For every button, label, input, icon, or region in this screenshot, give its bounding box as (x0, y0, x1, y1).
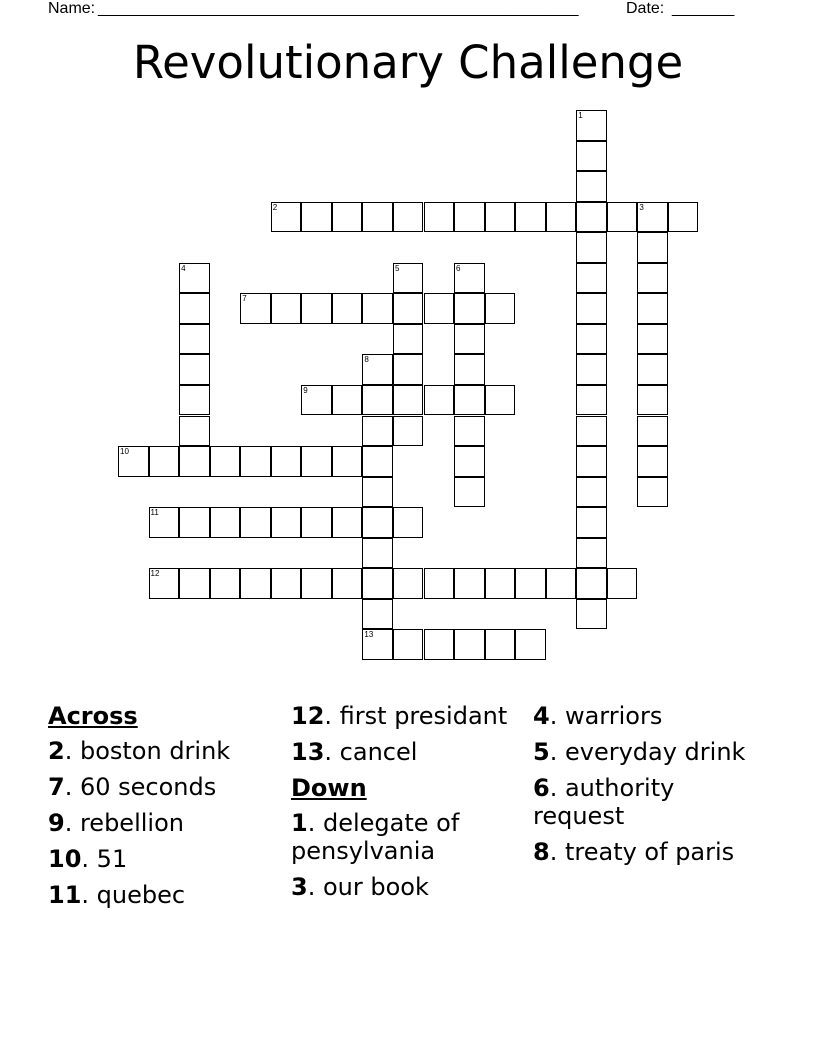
grid-cell[interactable] (668, 202, 699, 233)
grid-cell[interactable] (607, 568, 638, 599)
grid-cell[interactable] (332, 568, 363, 599)
grid-cell[interactable] (179, 568, 210, 599)
clue-text: rebellion (79, 809, 184, 837)
grid-cell[interactable] (576, 416, 607, 447)
grid-cell[interactable] (362, 599, 393, 630)
grid-cell[interactable] (393, 324, 424, 355)
grid-cell[interactable] (393, 416, 424, 447)
grid-cell[interactable] (210, 568, 241, 599)
grid-cell[interactable] (301, 446, 332, 477)
across-heading: Across (48, 702, 138, 730)
cell-number: 9 (303, 385, 308, 395)
grid-cell[interactable] (240, 568, 271, 599)
clue-number: 8 (533, 838, 550, 866)
grid-cell[interactable] (179, 416, 210, 447)
name-field-line[interactable]: ______________________________________________________ (98, 0, 579, 17)
grid-cell[interactable] (576, 232, 607, 263)
clue-text: treaty of paris (564, 838, 735, 866)
grid-cell[interactable] (576, 354, 607, 385)
clue-column-2 (291, 702, 526, 909)
grid-cell[interactable] (454, 477, 485, 508)
clue-number: 9 (48, 809, 65, 837)
cell-number: 4 (181, 263, 186, 273)
grid-cell[interactable] (637, 354, 668, 385)
grid-cell[interactable] (515, 568, 546, 599)
date-label: Date: (626, 0, 665, 17)
grid-cell[interactable] (362, 538, 393, 569)
grid-cell[interactable] (179, 263, 210, 294)
grid-cell[interactable] (362, 385, 393, 416)
grid-cell[interactable] (576, 110, 607, 141)
grid-cell[interactable] (607, 202, 638, 233)
grid-cell[interactable] (179, 446, 210, 477)
clue-across-12: 12. first presidant (291, 702, 508, 730)
grid-cell[interactable] (424, 385, 455, 416)
clue-text: quebec (96, 881, 186, 909)
clue-number: 3 (291, 873, 308, 901)
grid-cell[interactable] (179, 385, 210, 416)
clue-down-3: 3. our book (291, 873, 429, 901)
grid-cell[interactable] (393, 263, 424, 294)
clue-number: 2 (48, 737, 65, 765)
grid-cell[interactable] (485, 629, 516, 660)
grid-cell[interactable] (515, 202, 546, 233)
grid-cell[interactable] (301, 385, 332, 416)
grid-cell[interactable] (393, 568, 424, 599)
grid-cell[interactable] (179, 507, 210, 538)
grid-cell[interactable] (637, 446, 668, 477)
cell-number: 2 (272, 202, 278, 212)
cell-number: 8 (364, 355, 369, 365)
grid-cell[interactable] (576, 477, 607, 508)
grid-cell[interactable] (362, 477, 393, 508)
clue-number: 4 (533, 702, 550, 730)
clue-down-4: 4. warriors (533, 702, 663, 730)
grid-cell[interactable] (118, 446, 149, 477)
grid-cell[interactable] (424, 202, 455, 233)
down-heading: Down (291, 774, 367, 802)
grid-cell[interactable] (332, 202, 363, 233)
grid-cell[interactable] (454, 629, 485, 660)
cell-number: 5 (394, 263, 400, 273)
cell-number: 6 (456, 263, 461, 273)
clue-text: warriors (564, 702, 663, 730)
grid-cell[interactable] (424, 629, 455, 660)
clue-text: 60 seconds (79, 773, 217, 801)
clue-text: cancel (339, 738, 418, 766)
clue-across-7: 7. 60 seconds (48, 773, 217, 801)
clue-number: 1 (291, 809, 308, 837)
grid-cell[interactable] (301, 293, 332, 324)
grid-cell[interactable] (271, 568, 302, 599)
cell-number: 7 (242, 294, 247, 304)
clue-across-2: 2. boston drink (48, 737, 231, 765)
grid-cell[interactable] (179, 293, 210, 324)
grid-cell[interactable] (454, 446, 485, 477)
grid-cell[interactable] (546, 568, 577, 599)
grid-cell[interactable] (485, 385, 516, 416)
grid-cell[interactable] (179, 324, 210, 355)
grid-cell[interactable] (362, 568, 393, 599)
grid-cell[interactable] (271, 293, 302, 324)
grid-cell[interactable] (271, 507, 302, 538)
grid-cell[interactable] (637, 324, 668, 355)
grid-cell[interactable] (332, 507, 363, 538)
grid-cell[interactable] (576, 171, 607, 202)
grid-cell[interactable] (362, 507, 393, 538)
grid-cell[interactable] (424, 293, 455, 324)
grid-cell[interactable] (485, 568, 516, 599)
clue-text: everyday drink (564, 738, 746, 766)
grid-cell[interactable] (271, 446, 302, 477)
clue-across-13: 13. cancel (291, 738, 418, 766)
clue-down-6: 6. authority request (533, 774, 675, 830)
grid-cell[interactable] (637, 293, 668, 324)
grid-cell[interactable] (332, 446, 363, 477)
grid-cell[interactable] (637, 232, 668, 263)
clue-down-5: 5. everyday drink (533, 738, 746, 766)
grid-cell[interactable] (515, 629, 546, 660)
date-field-line[interactable]: _______ (672, 0, 735, 17)
grid-cell[interactable] (637, 416, 668, 447)
grid-cell[interactable] (362, 446, 393, 477)
grid-cell[interactable] (485, 202, 516, 233)
grid-cell[interactable] (240, 507, 271, 538)
grid-cell[interactable] (454, 568, 485, 599)
grid-cell[interactable] (301, 568, 332, 599)
grid-cell[interactable] (576, 538, 607, 569)
grid-cell[interactable] (454, 263, 485, 294)
grid-cell[interactable] (393, 202, 424, 233)
grid-cell[interactable] (637, 263, 668, 294)
grid-cell[interactable] (301, 507, 332, 538)
clue-column-1 (48, 702, 283, 917)
grid-cell[interactable] (546, 202, 577, 233)
puzzle-title: Revolutionary Challenge (132, 36, 684, 89)
grid-cell[interactable] (637, 202, 668, 233)
clue-text: our book (322, 873, 429, 901)
grid-cell[interactable] (393, 385, 424, 416)
clue-down-8: 8. treaty of paris (533, 838, 735, 866)
clue-number: 13 (291, 738, 325, 766)
grid-cell[interactable] (149, 568, 180, 599)
grid-cell[interactable] (301, 202, 332, 233)
grid-cell[interactable] (271, 202, 302, 233)
clue-down-1: 1. delegate of pensylvania (291, 809, 460, 865)
name-label: Name: (48, 0, 96, 17)
grid-cell[interactable] (576, 507, 607, 538)
grid-cell[interactable] (332, 385, 363, 416)
grid-cell[interactable] (210, 507, 241, 538)
grid-cell[interactable] (576, 568, 607, 599)
grid-cell[interactable] (210, 446, 241, 477)
grid-cell[interactable] (179, 354, 210, 385)
grid-cell[interactable] (240, 446, 271, 477)
grid-cell[interactable] (454, 324, 485, 355)
grid-cell[interactable] (576, 263, 607, 294)
grid-cell[interactable] (485, 293, 516, 324)
cell-number: 13 (364, 630, 374, 640)
clue-across-11: 11. quebec (48, 881, 186, 909)
clue-number: 12 (291, 702, 325, 730)
cell-number: 10 (120, 447, 129, 457)
cell-number: 1 (578, 111, 583, 120)
grid-cell[interactable] (393, 354, 424, 385)
grid-cell[interactable] (424, 568, 455, 599)
grid-cell[interactable] (362, 293, 393, 324)
grid-cell[interactable] (576, 141, 607, 172)
grid-cell[interactable] (576, 446, 607, 477)
clue-number: 6 (533, 774, 550, 802)
grid-cell[interactable] (454, 416, 485, 447)
grid-cell[interactable] (454, 293, 485, 324)
clue-text: 51 (96, 845, 128, 873)
grid-cell[interactable] (240, 293, 271, 324)
grid-cell[interactable] (393, 629, 424, 660)
clue-across-9: 9. rebellion (48, 809, 184, 837)
grid-cell[interactable] (362, 416, 393, 447)
clue-text: first presidant (339, 702, 508, 730)
grid-cell[interactable] (576, 385, 607, 416)
grid-cell[interactable] (362, 629, 393, 660)
grid-cell[interactable] (454, 354, 485, 385)
cell-number: 12 (150, 569, 160, 579)
grid-cell[interactable] (362, 202, 393, 233)
grid-cell[interactable] (393, 507, 424, 538)
grid-cell[interactable] (576, 293, 607, 324)
cell-number: 3 (639, 202, 644, 212)
clue-number: 5 (533, 738, 550, 766)
clue-number: 11 (48, 881, 82, 909)
clue-text: authority request (533, 774, 675, 830)
clue-text: delegate of pensylvania (291, 809, 460, 865)
grid-cell[interactable] (393, 293, 424, 324)
clue-column-3 (533, 702, 768, 874)
grid-cell[interactable] (637, 477, 668, 508)
clue-number: 10 (48, 845, 82, 873)
grid-cell[interactable] (149, 446, 180, 477)
grid-cell[interactable] (637, 385, 668, 416)
clue-across-10: 10. 51 (48, 845, 128, 873)
clue-text: boston drink (79, 737, 231, 765)
clue-number: 7 (48, 773, 65, 801)
grid-cell[interactable] (454, 202, 485, 233)
grid-cell[interactable] (576, 599, 607, 630)
cell-number: 11 (150, 508, 159, 518)
grid-cell[interactable] (149, 507, 180, 538)
grid-cell[interactable] (332, 293, 363, 324)
grid-cell[interactable] (576, 324, 607, 355)
grid-cell[interactable] (454, 385, 485, 416)
grid-cell[interactable] (576, 202, 607, 233)
grid-cell[interactable] (362, 354, 393, 385)
